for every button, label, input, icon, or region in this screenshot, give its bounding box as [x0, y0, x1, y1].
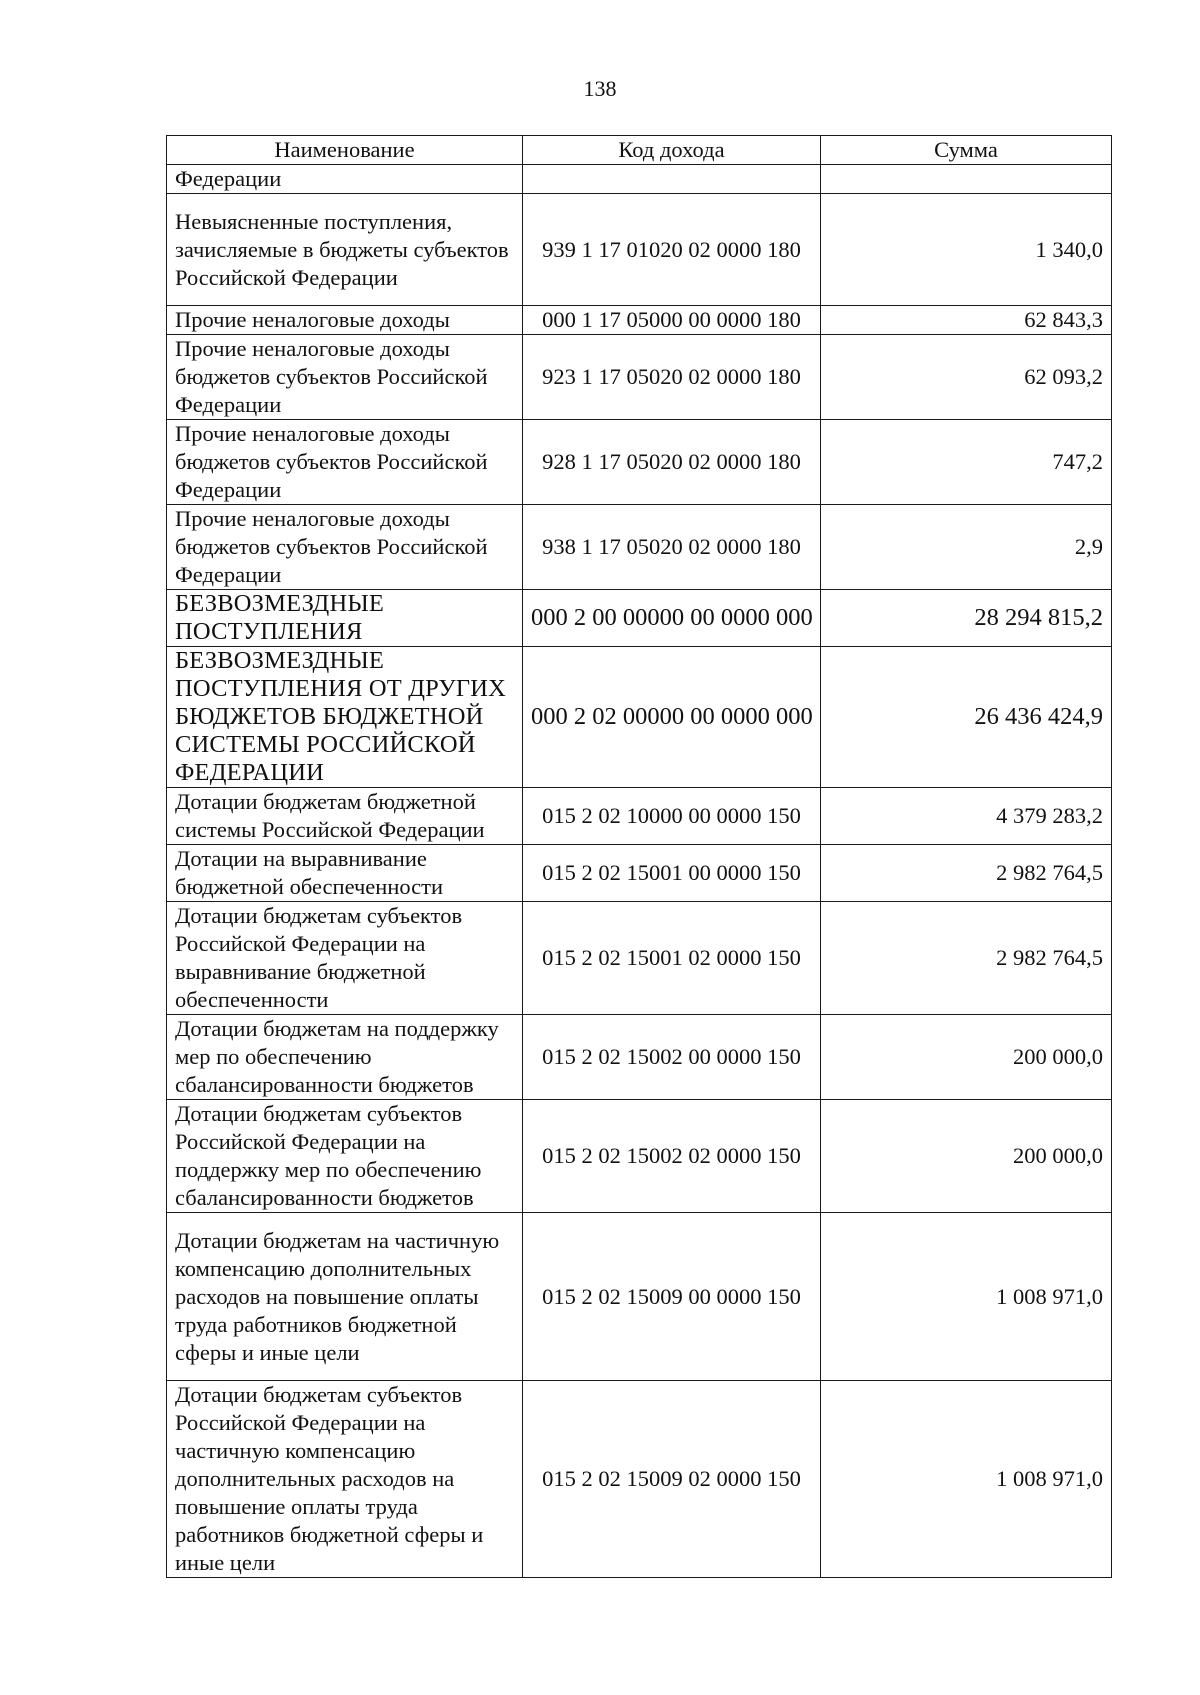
table-row: [167, 902, 1112, 1015]
row-name: Дотации бюджетам субъектов Российской Федерации на выравнивание бюджетной обеспеченности: [167, 902, 523, 1015]
row-code: 015 2 02 15001 02 0000 150: [523, 902, 821, 1015]
row-sum: 28 294 815,2: [821, 590, 1112, 647]
row-name: Федерации: [167, 165, 523, 194]
row-name: БЕЗВОЗМЕЗДНЫЕ ПОСТУПЛЕНИЯ: [167, 590, 523, 647]
row-sum: 62 093,2: [821, 335, 1112, 420]
row-code: 015 2 02 15002 02 0000 150: [523, 1100, 821, 1213]
row-sum: 4 379 283,2: [821, 788, 1112, 845]
row-name: Дотации бюджетам на частичную компенсацию дополнительных расходов на повышение оплаты труда работников бюджетной сферы и иные цели: [167, 1213, 523, 1381]
row-name: Невыясненные поступления, зачисляемые в бюджеты субъектов Российской Федерации: [167, 194, 523, 306]
table-row: [167, 1213, 1112, 1381]
row-code: 939 1 17 01020 02 0000 180: [523, 194, 821, 306]
row-name: Дотации бюджетам на поддержку мер по обеспечению сбалансированности бюджетов: [167, 1015, 523, 1100]
row-code: 015 2 02 15009 00 0000 150: [523, 1213, 821, 1381]
row-code: 015 2 02 15001 00 0000 150: [523, 845, 821, 902]
table-row: [167, 420, 1112, 505]
table-row: [167, 335, 1112, 420]
row-code: 015 2 02 15002 00 0000 150: [523, 1015, 821, 1100]
header-sum: Сумма: [821, 136, 1112, 165]
row-sum: 2,9: [821, 505, 1112, 590]
page-number: 138: [583, 76, 617, 101]
row-sum: 1 008 971,0: [821, 1213, 1112, 1381]
row-sum: 200 000,0: [821, 1015, 1112, 1100]
row-name: Прочие неналоговые доходы: [167, 306, 523, 335]
row-sum: 2 982 764,5: [821, 845, 1112, 902]
table-row: [167, 788, 1112, 845]
table-row: [167, 194, 1112, 306]
row-sum: 747,2: [821, 420, 1112, 505]
row-code: 928 1 17 05020 02 0000 180: [523, 420, 821, 505]
row-code: 923 1 17 05020 02 0000 180: [523, 335, 821, 420]
table-row: [167, 165, 1112, 194]
row-code: 015 2 02 15009 02 0000 150: [523, 1381, 821, 1578]
row-name: Дотации бюджетам субъектов Российской Федерации на поддержку мер по обеспечению сбалансированности бюджетов: [167, 1100, 523, 1213]
row-code: 000 2 00 00000 00 0000 000: [523, 590, 821, 647]
row-sum: 1 008 971,0: [821, 1381, 1112, 1578]
row-name: Прочие неналоговые доходы бюджетов субъектов Российской Федерации: [167, 505, 523, 590]
row-sum: 26 436 424,9: [821, 647, 1112, 788]
row-name: Дотации бюджетам субъектов Российской Федерации на частичную компенсацию дополнительных расходов на повышение оплаты труда работников бюджетной сферы и иные цели: [167, 1381, 523, 1578]
row-sum: 62 843,3: [821, 306, 1112, 335]
row-code: 000 2 02 00000 00 0000 000: [523, 647, 821, 788]
table-row: [167, 1015, 1112, 1100]
table-row: [167, 647, 1112, 788]
row-name: Дотации бюджетам бюджетной системы Российской Федерации: [167, 788, 523, 845]
row-sum: 2 982 764,5: [821, 902, 1112, 1015]
table-row: [167, 590, 1112, 647]
row-name: Прочие неналоговые доходы бюджетов субъектов Российской Федерации: [167, 335, 523, 420]
table-row: [167, 306, 1112, 335]
row-sum: [821, 165, 1112, 194]
row-name: Дотации на выравнивание бюджетной обеспеченности: [167, 845, 523, 902]
table-header-row: [167, 136, 1112, 165]
row-name: Прочие неналоговые доходы бюджетов субъектов Российской Федерации: [167, 420, 523, 505]
table-row: [167, 505, 1112, 590]
row-code: 000 1 17 05000 00 0000 180: [523, 306, 821, 335]
row-name: БЕЗВОЗМЕЗДНЫЕ ПОСТУПЛЕНИЯ ОТ ДРУГИХ БЮДЖЕТОВ БЮДЖЕТНОЙ СИСТЕМЫ РОССИЙСКОЙ ФЕДЕРАЦИИ: [167, 647, 523, 788]
table-row: [167, 1381, 1112, 1578]
row-sum: 1 340,0: [821, 194, 1112, 306]
header-name: Наименование: [167, 136, 523, 165]
header-code: Код дохода: [523, 136, 821, 165]
row-sum: 200 000,0: [821, 1100, 1112, 1213]
revenue-table: [166, 135, 1112, 1578]
table-row: [167, 845, 1112, 902]
row-code: [523, 165, 821, 194]
table-row: [167, 1100, 1112, 1213]
row-code: 015 2 02 10000 00 0000 150: [523, 788, 821, 845]
row-code: 938 1 17 05020 02 0000 180: [523, 505, 821, 590]
